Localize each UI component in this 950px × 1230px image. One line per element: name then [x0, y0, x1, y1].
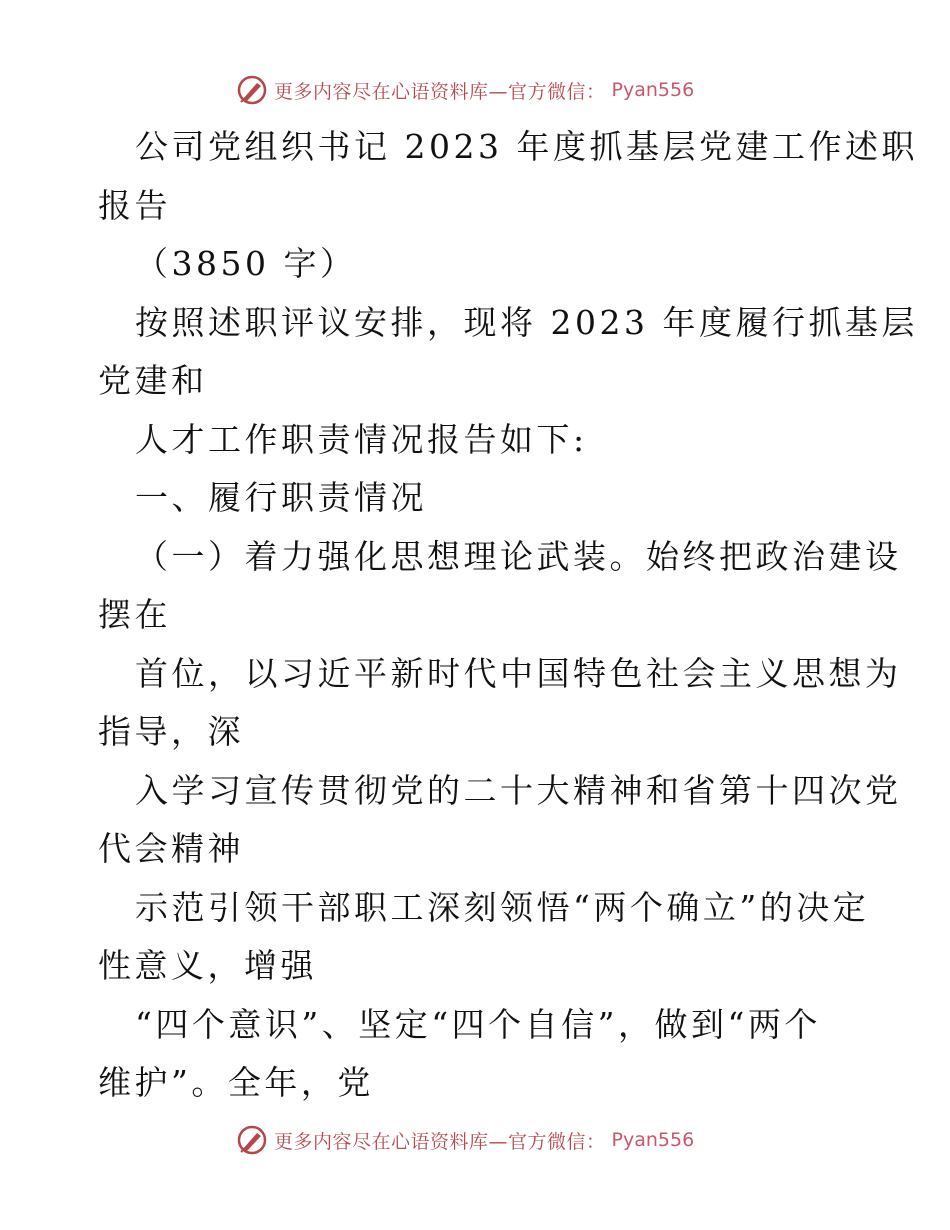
pen-logo-icon: [236, 1124, 268, 1156]
text-line: 首位，以习近平新时代中国特色社会主义思想为: [135, 653, 902, 693]
text-line: 人才工作职责情况报告如下:: [135, 419, 588, 459]
text-line: 按照述职评议安排，现将 2023 年度履行抓基层: [135, 302, 918, 342]
watermark-wechat-id: Pyan556: [611, 1129, 695, 1151]
watermark-wechat-id: Pyan556: [611, 79, 695, 101]
footer-watermark: [236, 1124, 694, 1156]
text-line: 党建和: [98, 361, 208, 400]
watermark-text: 更多内容尽在心语资料库—官方微信：: [274, 80, 606, 103]
text-line: “四个意识”、坚定“四个自信”，做到“两个: [135, 1004, 821, 1044]
watermark-text: 更多内容尽在心语资料库—官方微信：: [274, 1130, 606, 1153]
text-line: 维护”。全年，党: [98, 1063, 374, 1102]
text-line: 示范引领干部职工深刻领悟“两个确立”的决定: [135, 887, 870, 927]
text-line: 一、履行职责情况: [135, 478, 427, 517]
text-line: 性意义，增强: [98, 946, 317, 985]
text-line: 代会精神: [98, 829, 244, 868]
text-line: 摆在: [98, 595, 171, 634]
header-watermark: [236, 74, 694, 106]
document-body: [98, 118, 918, 1113]
text-line: （3850 字）: [135, 244, 357, 283]
pen-logo-icon: [236, 74, 268, 106]
text-line: 入学习宣传贯彻党的二十大精神和省第十四次党: [135, 770, 902, 810]
text-line: 指导，深: [98, 712, 244, 751]
text-line: 公司党组织书记 2023 年度抓基层党建工作述职: [135, 127, 918, 166]
text-line: 报告: [98, 185, 171, 225]
text-line: （一）着力强化思想理论武装。始终把政治建设: [135, 536, 902, 576]
